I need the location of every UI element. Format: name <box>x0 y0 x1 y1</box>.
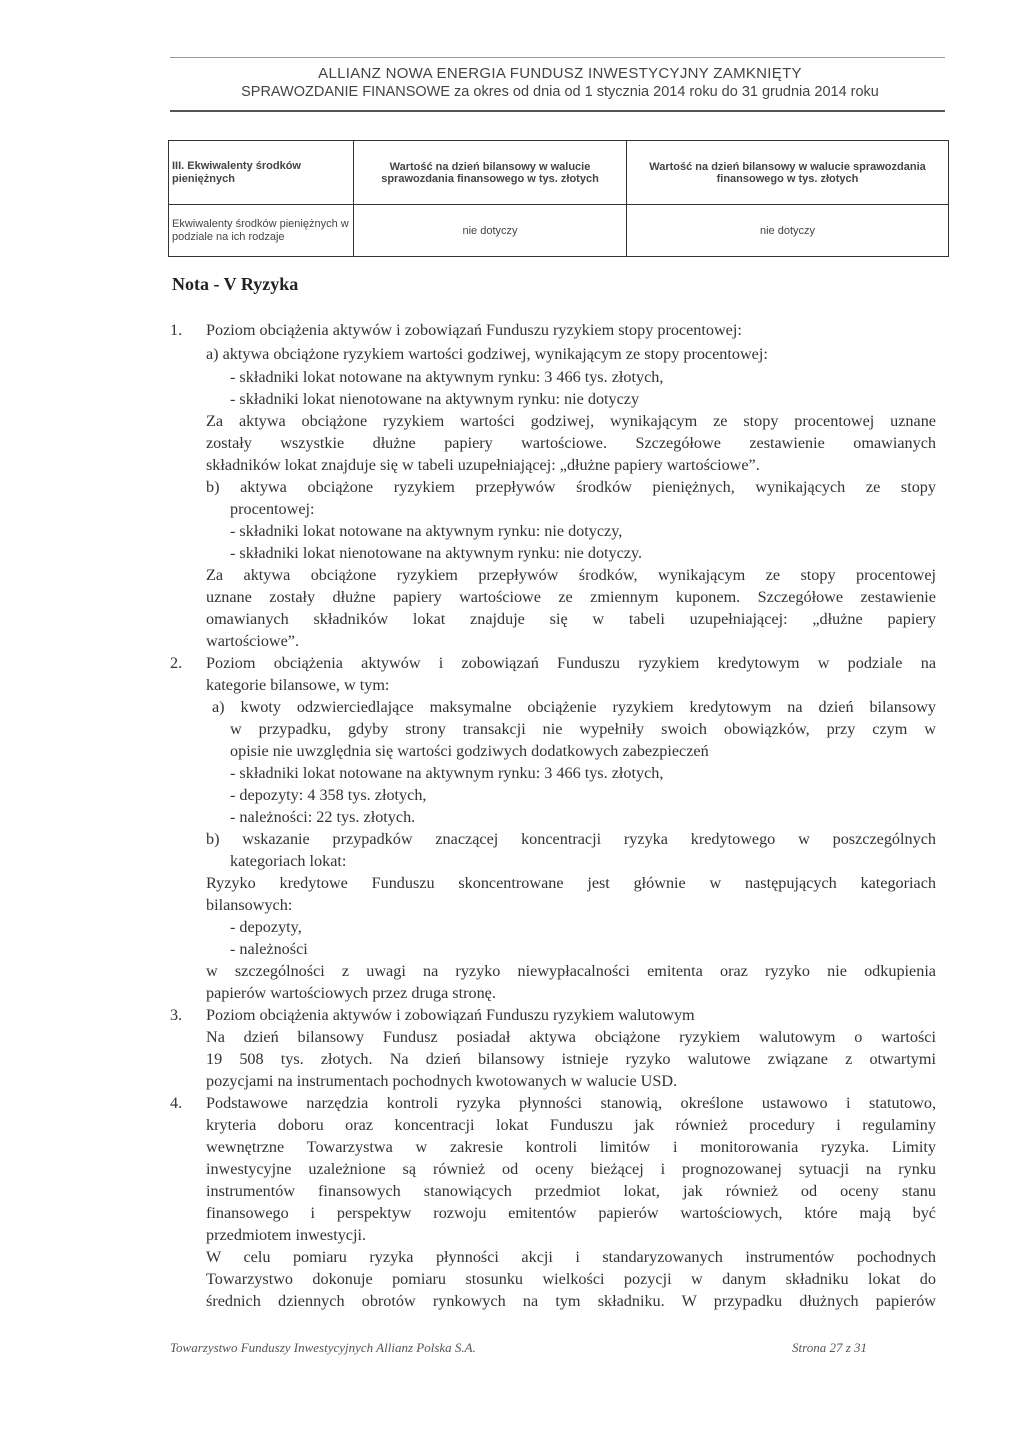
item-number: 4. <box>170 1094 183 1112</box>
text-line: - depozyty: 4 358 tys. złotych, <box>230 786 427 804</box>
text-line: uznane zostały dłużne papiery wartościowe ze zmiennym kuponem. Szczegółowe zestawienie <box>206 588 936 606</box>
text-line: Towarzystwo dokonuje pomiaru stosunku wielkości pozycji w danym składniku lokat do <box>206 1270 936 1288</box>
text-line: wewnętrzne Towarzystwa w zakresie kontroli limitów i monitorowania ryzyka. Limity <box>206 1138 936 1156</box>
text-line: 19 508 tys. złotych. Na dzień bilansowy istnieje ryzyko walutowe związane z otwartymi <box>206 1050 936 1068</box>
text-line: kategoriach lokat: <box>230 852 347 870</box>
table-header-row <box>169 141 949 205</box>
item-number: 2. <box>170 654 183 672</box>
note-title: Nota - V Ryzyka <box>172 274 299 294</box>
text-line: kryteria doboru oraz koncentracji lokat Funduszu jak również procedury i regulaminy <box>206 1116 936 1134</box>
text-line: opisie nie uwzględnia się wartości godziwych dodatkowych zabezpieczeń <box>230 742 709 760</box>
text-line: W celu pomiaru ryzyka płynności akcji i standaryzowanych instrumentów pochodnych <box>206 1248 936 1266</box>
table-header-cell: Wartość na dzień bilansowy w walucie sprawozdania finansowego w tys. złotych <box>627 141 949 205</box>
text-line: Za aktywa obciążone ryzykiem wartości godziwej, wynikającym ze stopy procentowej uznane <box>206 412 936 430</box>
item-number: 3. <box>170 1006 183 1024</box>
text-line: a) kwoty odzwierciedlające maksymalne obciążenie ryzykiem kredytowym na dzień bilansowy <box>212 698 936 716</box>
text-line: wartościowe”. <box>206 632 300 650</box>
text-line: procentowej: <box>230 500 315 518</box>
cash-equivalents-table <box>168 140 949 257</box>
text-line: zostały wszystkie dłużne papiery wartościowe. Szczegółowe zestawienie omawianych <box>206 434 936 452</box>
text-line: inwestycyjne uzależnione są również od oceny bieżącej i prognozowanej sytuacji na rynku <box>206 1160 936 1178</box>
text-line: - składniki lokat nienotowane na aktywnym rynku: nie dotyczy <box>230 390 640 408</box>
fund-name: ALLIANZ NOWA ENERGIA FUNDUSZ INWESTYCYJNY ZAMKNIĘTY <box>318 65 802 82</box>
item-number: 1. <box>170 321 183 339</box>
table-cell: nie dotyczy <box>354 205 627 257</box>
text-line: Poziom obciążenia aktywów i zobowiązań Funduszu ryzykiem walutowym <box>206 1006 695 1024</box>
text-line: omawianych składników lokat znajduje się w tabeli uzupełniającej: „dłużne papiery <box>206 610 936 628</box>
table-row <box>169 205 949 257</box>
text-line: Poziom obciążenia aktywów i zobowiązań Funduszu ryzykiem kredytowym w podziale na <box>206 654 936 672</box>
text-line: instrumentów finansowych stanowiących przedmiot lokat, jak również od oceny stanu <box>206 1182 936 1200</box>
text-line: - depozyty, <box>230 918 302 936</box>
table-header-cell: Wartość na dzień bilansowy w walucie sprawozdania finansowego w tys. złotych <box>354 141 627 205</box>
text-line: w przypadku, gdyby strony transakcji nie wypełniły swoich obowiązków, przy czym w <box>230 720 936 738</box>
text-line: Ryzyko kredytowe Funduszu skoncentrowane jest głównie w następujących kategoriach <box>206 874 936 892</box>
table-cell: nie dotyczy <box>627 205 949 257</box>
table-header-cell: III. Ekwiwalenty środków pieniężnych <box>169 141 354 205</box>
text-line: przedmiotem inwestycji. <box>206 1226 367 1244</box>
page-number: Strona 27 z 31 <box>792 1340 867 1355</box>
text-line: - należności: 22 tys. złotych. <box>230 808 416 826</box>
text-line: - składniki lokat notowane na aktywnym rynku: 3 466 tys. złotych, <box>230 368 664 386</box>
text-line: papierów wartościowych przez druga stronę. <box>206 984 496 1002</box>
text-line: Podstawowe narzędzia kontroli ryzyka płynności stanowią, określone ustawowo i statutowo, <box>206 1094 936 1112</box>
header-top-rule <box>170 57 945 58</box>
text-line: średnich dziennych obrotów rynkowych na tym składniku. W przypadku dłużnych papierów <box>206 1292 936 1310</box>
text-line: - składniki lokat nienotowane na aktywnym rynku: nie dotyczy. <box>230 544 643 562</box>
text-line: - składniki lokat notowane na aktywnym rynku: 3 466 tys. złotych, <box>230 764 664 782</box>
footer-company: Towarzystwo Funduszy Inwestycyjnych Allianz Polska S.A. <box>170 1340 476 1355</box>
text-line: - należności <box>230 940 308 958</box>
text-line: bilansowych: <box>206 896 293 914</box>
text-line: Na dzień bilansowy Fundusz posiadał aktywa obciążone ryzykiem walutowym o wartości <box>206 1028 936 1046</box>
text-line: finansowego i perspektyw rozwoju emitentów papierów wartościowych, które mają być <box>206 1204 936 1222</box>
text-line: a) aktywa obciążone ryzykiem wartości godziwej, wynikającym ze stopy procentowej: <box>206 345 768 363</box>
text-line: w szczególności z uwagi na ryzyko niewypłacalności emitenta oraz ryzyko nie odkupienia <box>206 962 936 980</box>
table-cell: Ekwiwalenty środków pieniężnych w podziale na ich rodzaje <box>169 205 354 257</box>
text-line: b) aktywa obciążone ryzykiem przepływów środków pieniężnych, wynikających ze stopy <box>206 478 936 496</box>
text-line: kategorie bilansowe, w tym: <box>206 676 390 694</box>
text-line: Poziom obciążenia aktywów i zobowiązań Funduszu ryzykiem stopy procentowej: <box>206 321 742 339</box>
text-line: Za aktywa obciążone ryzykiem przepływów środków, wynikającym ze stopy procentowej <box>206 566 936 584</box>
report-period: SPRAWOZDANIE FINANSOWE za okres od dnia od 1 stycznia 2014 roku do 31 grudnia 2014 roku <box>241 84 879 100</box>
report-header <box>170 64 950 102</box>
text-line: b) wskazanie przypadków znaczącej koncentracji ryzyka kredytowego w poszczególnych <box>206 830 936 848</box>
text-line: pozycjami na instrumentach pochodnych kwotowanych w walucie USD. <box>206 1072 678 1090</box>
text-line: składników lokat znajduje się w tabeli uzupełniającej: „dłużne papiery wartościowe”. <box>206 456 760 474</box>
header-bottom-rule <box>170 110 945 112</box>
text-line: - składniki lokat notowane na aktywnym rynku: nie dotyczy, <box>230 522 623 540</box>
